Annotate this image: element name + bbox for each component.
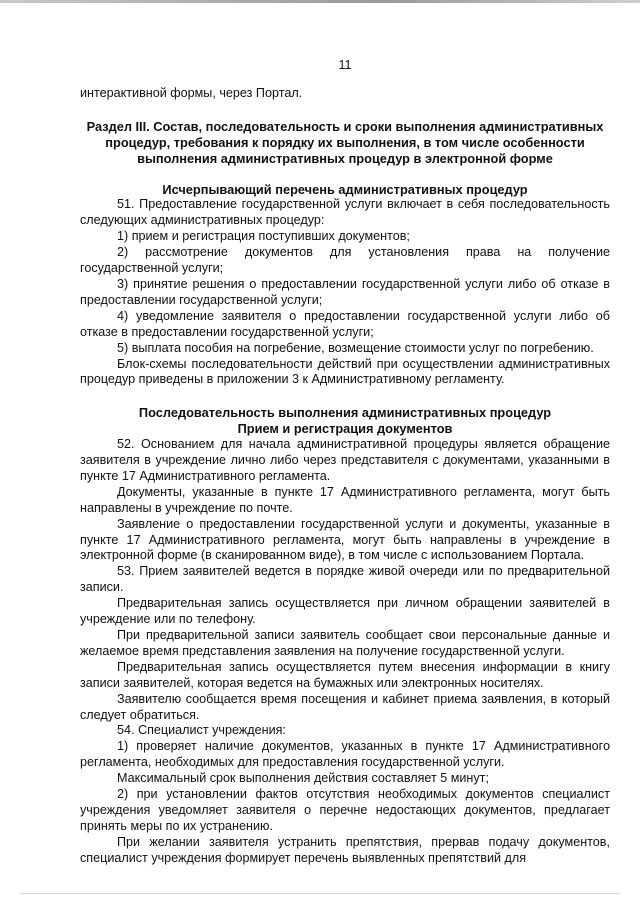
paragraph: Предварительная запись осуществляется путем внесения информации в книгу записи заявителей, которая ведется на бумажных или электронных носителях. (80, 659, 610, 690)
list-heading: Исчерпывающий перечень административных процедур (162, 181, 528, 197)
paragraph: 1) проверяет наличие документов, указанных в пункте 17 Административного регламента, необходимых для предоставления государственной услуги. (80, 739, 610, 770)
sequence-heading: Последовательность выполнения административных процедур (138, 405, 552, 421)
reception-heading: Прием и регистрация документов (237, 421, 453, 437)
paragraph: Максимальный срок выполнения действия составляет 5 минут; (117, 771, 489, 786)
paragraph: При предварительной записи заявитель сообщает свои персональные данные и желаемое время представления заявления на получение государственной услуги. (80, 628, 610, 658)
page-number: 11 (338, 58, 352, 72)
lead-fragment: интерактивной формы, через Портал. (80, 85, 303, 100)
paragraph: Заявление о предоставлении государственной услуги и документы, указанные в пункте 17 Административного регламента, могут быть направлены в учреждение в электронной форме (в сканированном виде), в том числе с использованием Портала. (80, 516, 610, 563)
list-item: 3) принятие решения о предоставлении государственной услуги либо об отказе в предоставлении государственной услуги; (80, 276, 610, 307)
paragraph: 54. Специалист учреждения: (117, 723, 286, 738)
flowcharts-paragraph: Блок-схемы последовательности действий при осуществлении административных процедур приведены в приложении 3 к Административному регламенту. (80, 356, 610, 387)
section-heading: Раздел III. Состав, последовательность и сроки выполнения административных процедур, требования к порядку их выполнения, в том числе особенности выполнения административных процедур в электронной форме (86, 118, 604, 166)
paragraph: 2) при установлении фактов отсутствия необходимых документов специалист учреждения уведомляет заявителя о перечне недостающих документов, предлагает принять меры по их устранению. (80, 787, 610, 833)
list-item: 5) выплата пособия на погребение, возмещение стоимости услуг по погребению. (117, 340, 594, 355)
document-page (80, 58, 610, 867)
list-item: 2) рассмотрение документов для установления права на получение государственной услуги; (80, 245, 610, 276)
paragraph: 52. Основанием для начала административной процедуры является обращение заявителя в учреждение лично либо через представителя с документами, указанными в пункте 17 Административного регламента. (80, 437, 610, 483)
paragraph: Предварительная запись осуществляется при личном обращении заявителей в учреждение или по телефону. (80, 596, 610, 627)
paragraph: Заявителю сообщается время посещения и кабинет приема заявления, в который следует обратиться. (80, 691, 610, 722)
paragraph: При желании заявителя устранить препятствия, прервав подачу документов, специалист учреждения формирует перечень выявленных препятствий для (80, 834, 610, 865)
scan-bottom-edge (20, 893, 620, 894)
list-item: 1) прием и регистрация поступивших документов; (117, 229, 410, 244)
paragraph-51: 51. Предоставление государственной услуги включает в себя последовательность следующих административных процедур: (80, 197, 610, 228)
paragraph: Документы, указанные в пункте 17 Административного регламента, могут быть направлены в учреждение по почте. (80, 484, 610, 515)
list-item: 4) уведомление заявителя о предоставлении государственной услуги либо об отказе в предоставлении государственной услуги; (80, 308, 610, 339)
paragraph: 53. Прием заявителей ведется в порядке живой очереди или по предварительной записи. (80, 564, 610, 595)
scan-edge (0, 0, 640, 3)
